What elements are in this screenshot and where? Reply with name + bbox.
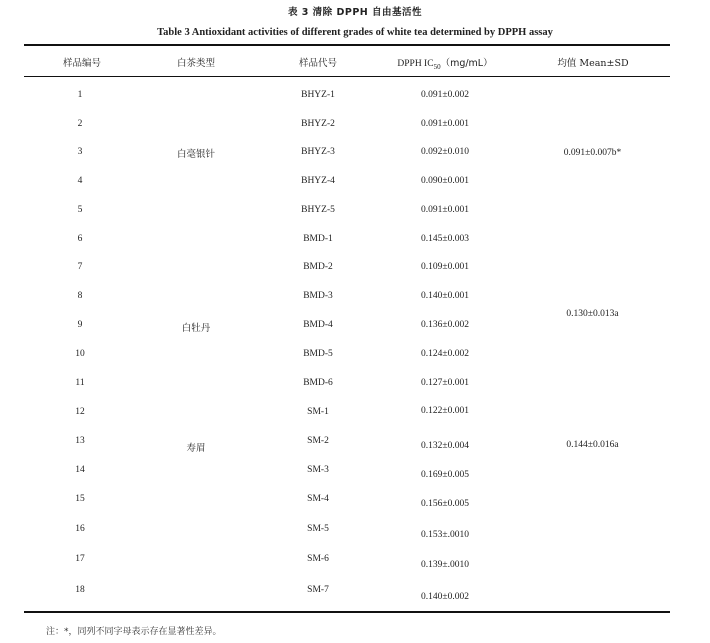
- row-ic50: 0.139±.0010: [421, 560, 469, 570]
- row-ic50: 0.122±0.001: [421, 406, 469, 416]
- row-sample-code: BMD-5: [303, 349, 333, 359]
- row-sample-code: SM-2: [307, 436, 329, 446]
- row-number: 5: [77, 205, 83, 215]
- row-ic50: 0.127±0.001: [421, 378, 469, 388]
- row-number: 17: [75, 554, 85, 564]
- header-mean-sd: [543, 55, 643, 69]
- row-number: 8: [77, 291, 83, 301]
- header-sample-no: 样品编号: [62, 58, 101, 69]
- row-sample-code: SM-3: [307, 465, 329, 475]
- table-title-cn: 表 3 清除 DPPH 自由基活性: [287, 7, 423, 18]
- group-tea-type: 白毫银针: [176, 149, 215, 160]
- row-ic50: 0.090±0.001: [421, 176, 469, 186]
- row-number: 9: [77, 320, 83, 330]
- row-number: 14: [75, 465, 85, 475]
- row-number: 4: [77, 176, 83, 186]
- row-ic50: 0.109±0.001: [421, 262, 469, 272]
- row-number: 13: [75, 436, 85, 446]
- row-sample-code: SM-6: [307, 554, 329, 564]
- table-bottom-rule: [24, 611, 670, 613]
- table-header-rule: [24, 76, 670, 77]
- row-sample-code: SM-4: [307, 494, 329, 504]
- row-ic50: 0.132±0.004: [421, 441, 469, 451]
- header-dpph-label: DPPH IC: [397, 59, 434, 69]
- table-note: 注：*，同列不同字母表示存在显著性差异。: [46, 627, 222, 637]
- row-sample-code: BHYZ-5: [301, 205, 335, 215]
- header-dpph-ic50: [380, 55, 510, 71]
- row-ic50: 0.124±0.002: [421, 349, 469, 359]
- row-ic50: 0.156±0.005: [421, 499, 469, 509]
- row-sample-code: BHYZ-4: [301, 176, 335, 186]
- table-top-rule: [24, 44, 670, 46]
- row-ic50: 0.140±0.002: [421, 592, 469, 602]
- group-mean-sd: 0.130±0.013a: [566, 309, 619, 319]
- row-number: 18: [75, 585, 85, 595]
- row-number: 15: [75, 494, 85, 504]
- row-ic50: 0.145±0.003: [421, 234, 469, 244]
- row-sample-code: BMD-4: [303, 320, 333, 330]
- row-sample-code: SM-1: [307, 407, 329, 417]
- row-number: 10: [75, 349, 85, 359]
- row-number: 3: [77, 147, 83, 157]
- header-mean-text: 均值 Mean±SD: [557, 58, 629, 69]
- header-dpph-unit: （mg/mL）: [440, 58, 493, 69]
- row-number: 11: [75, 378, 85, 388]
- header-sample-code: 样品代号: [298, 58, 337, 69]
- row-sample-code: SM-7: [307, 585, 329, 595]
- row-sample-code: BMD-2: [303, 262, 333, 272]
- row-number: 6: [77, 234, 83, 244]
- row-sample-code: BMD-6: [303, 378, 333, 388]
- group-tea-type: 寿眉: [186, 443, 206, 454]
- header-dpph-sub: 50: [433, 62, 441, 71]
- row-sample-code: BHYZ-1: [301, 90, 335, 100]
- group-mean-sd: 0.144±0.016a: [566, 440, 619, 450]
- row-number: 1: [77, 90, 83, 100]
- row-sample-code: BMD-1: [303, 234, 333, 244]
- header-tea-type: 白茶类型: [176, 58, 215, 69]
- row-ic50: 0.140±0.001: [421, 291, 469, 301]
- row-ic50: 0.153±.0010: [421, 530, 469, 540]
- group-tea-type: 白牡丹: [181, 323, 211, 334]
- row-number: 2: [77, 119, 83, 129]
- row-number: 12: [75, 407, 85, 417]
- row-ic50: 0.092±0.010: [421, 147, 469, 157]
- row-ic50: 0.169±0.005: [421, 470, 469, 480]
- row-ic50: 0.091±0.001: [421, 119, 469, 129]
- group-mean-sd: 0.091±0.007b*: [563, 148, 622, 158]
- row-number: 16: [75, 524, 85, 534]
- row-ic50: 0.091±0.002: [421, 90, 469, 100]
- row-sample-code: BHYZ-2: [301, 119, 335, 129]
- row-number: 7: [77, 262, 83, 272]
- row-ic50: 0.091±0.001: [421, 205, 469, 215]
- row-sample-code: BHYZ-3: [301, 147, 335, 157]
- row-sample-code: BMD-3: [303, 291, 333, 301]
- table-title-en: Table 3 Antioxidant activities of different grades of white tea determined by DPPH assay: [157, 27, 553, 38]
- row-ic50: 0.136±0.002: [421, 320, 469, 330]
- row-sample-code: SM-5: [307, 524, 329, 534]
